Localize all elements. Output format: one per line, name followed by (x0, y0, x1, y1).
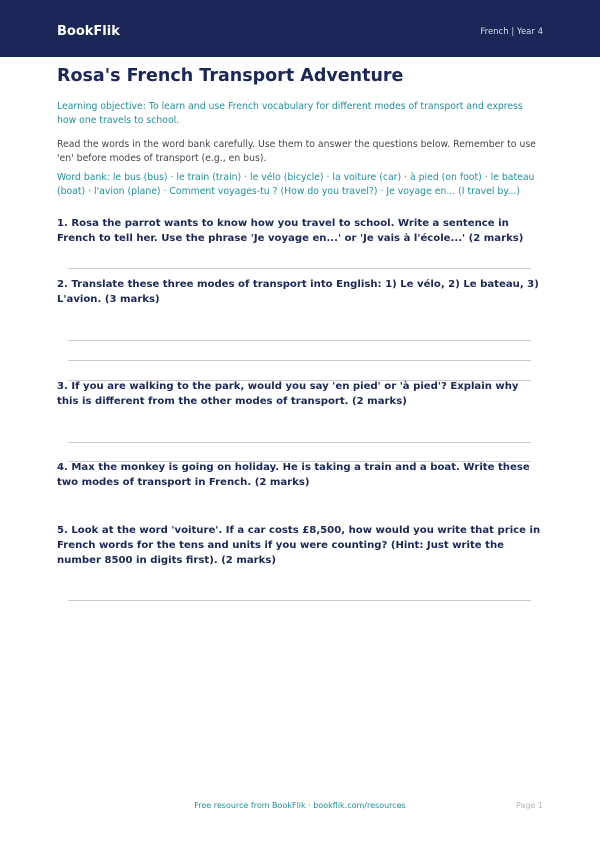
question-5: 5. Look at the word 'voiture'. If a car costs £8,500, how would you write that price in French words for the tens and units if you were counting? (Hint: Just write the number 8500 in digits first). (2 marks) (57, 525, 541, 566)
header-bar (0, 0, 600, 57)
word-bank: Word bank: le bus (bus) · le train (train) · le vélo (bicycle) · la voiture (car) · à pied (on foot) · le bateau (boat) · l'avion (plane) · Comment voyages-tu ? (How do you travel?) · Je voyage en... (I travel by...) (57, 172, 535, 197)
instructions: Read the words in the word bank carefully. Use them to answer the questions below. Remember to use 'en' before modes of transport (e.g., en bus). (57, 139, 536, 164)
question-1: 1. Rosa the parrot wants to know how you travel to school. Write a sentence in French to tell her. Use the phrase 'Je voyage en...' or 'Je vais à l'école...' (2 marks) (57, 218, 524, 244)
answer-line[interactable] (68, 442, 531, 443)
page-number: Page 1 (516, 801, 543, 810)
learning-objective: Learning objective: To learn and use French vocabulary for different modes of transport and express how one travels to school. (57, 101, 523, 126)
footer-resource: Free resource from BookFlik · bookflik.com/resources (194, 801, 406, 810)
question-4: 4. Max the monkey is going on holiday. He is taking a train and a boat. Write these two modes of transport in French. (2 marks) (57, 462, 530, 488)
answer-line[interactable] (68, 360, 531, 361)
answer-line[interactable] (68, 600, 531, 601)
worksheet-title: Rosa's French Transport Adventure (57, 66, 404, 86)
answer-line[interactable] (68, 268, 531, 269)
brand-logo: BookFlik (57, 24, 120, 39)
question-3: 3. If you are walking to the park, would you say 'en pied' or 'à pied'? Explain why this is different from the other modes of transport. (2 marks) (57, 381, 519, 407)
question-2: 2. Translate these three modes of transport into English: 1) Le vélo, 2) Le bateau, 3) L'avion. (3 marks) (57, 279, 539, 305)
subject-year-label: French | Year 4 (480, 27, 543, 37)
answer-line[interactable] (68, 340, 531, 341)
